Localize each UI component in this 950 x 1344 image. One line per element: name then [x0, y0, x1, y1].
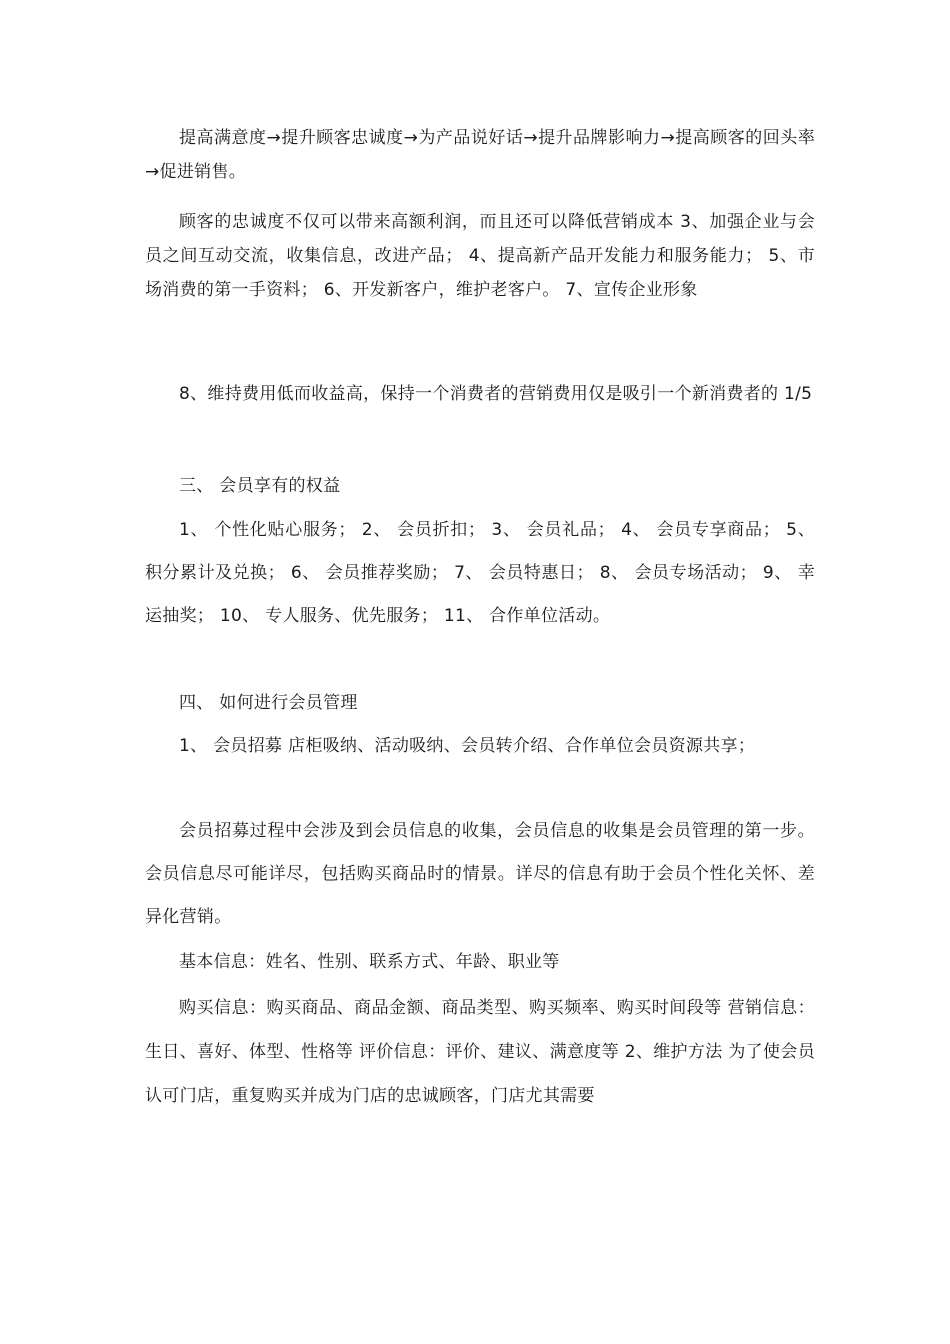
- paragraph-member-recruitment: 1、 会员招募 店柜吸纳、活动吸纳、会员转介绍、合作单位会员资源共享；: [179, 736, 756, 756]
- section-heading-member-management: 四、 如何进行会员管理: [179, 693, 358, 713]
- paragraph-member-rights-list: 1、 个性化贴心服务； 2、 会员折扣； 3、 会员礼品； 4、 会员专享商品； 5、 积分累计及兑换； 6、 会员推荐奖励； 7、 会员特惠日； 8、 会员专场活动； 9、 幸运抽奖； 10、 专人服务、优先服务； 11、 合作单位活动。: [145, 520, 815, 626]
- section-heading-member-rights: 三、 会员享有的权益: [179, 476, 341, 496]
- paragraph-purchase-info: 购买信息：购买商品、商品金额、商品类型、购买频率、购买时间段等 营销信息：生日、喜好、体型、性格等 评价信息：评价、建议、满意度等 2、维护方法 为了使会员认可门店，重复购买并成为门店的忠诚顾客，门店尤其需要: [145, 998, 815, 1106]
- paragraph-basic-info: 基本信息：姓名、性别、联系方式、年龄、职业等: [179, 952, 560, 972]
- paragraph-loyalty-benefits: 顾客的忠诚度不仅可以带来高额利润，而且还可以降低营销成本 3、加强企业与会员之间互动交流，收集信息，改进产品； 4、提高新产品开发能力和服务能力； 5、市场消费的第一手资料； 6、开发新客户，维护老客户。 7、宣传企业形象: [145, 212, 815, 300]
- paragraph-member-info-collection: 会员招募过程中会涉及到会员信息的收集，会员信息的收集是会员管理的第一步。会员信息尽可能详尽，包括购买商品时的情景。详尽的信息有助于会员个性化关怀、差异化营销。: [145, 821, 815, 927]
- paragraph-cost-benefit: 8、维持费用低而收益高，保持一个消费者的营销费用仅是吸引一个新消费者的 1/5: [179, 384, 813, 404]
- paragraph-satisfaction-chain: 提高满意度→提升顾客忠诚度→为产品说好话→提升品牌影响力→提高顾客的回头率→促进销售。: [145, 128, 815, 182]
